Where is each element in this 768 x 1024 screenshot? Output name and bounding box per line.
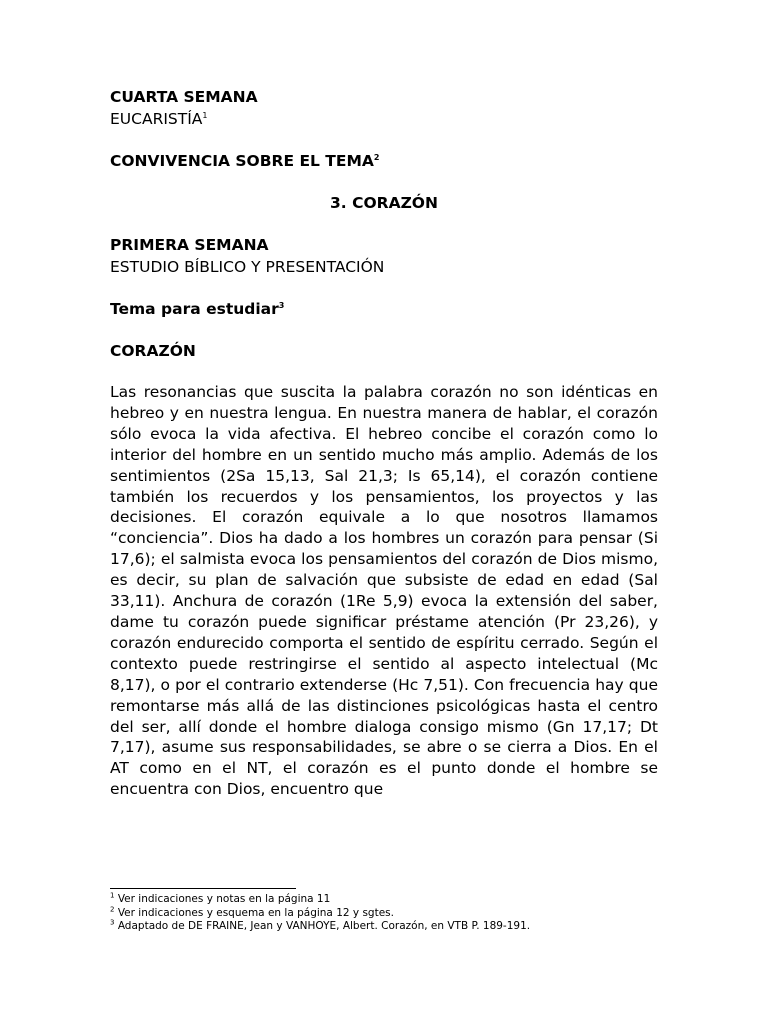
first-week-subtitle: ESTUDIO BÍBLICO Y PRESENTACIÓN <box>110 258 385 276</box>
first-week-heading: PRIMERA SEMANA <box>110 236 269 254</box>
footnote-divider <box>110 888 296 889</box>
footnote-ref-1[interactable]: 1 <box>202 110 208 120</box>
study-topic-heading: Tema para estudiar$^3$ <box>110 300 285 318</box>
footnotes-section <box>110 888 658 934</box>
document-page <box>110 86 658 800</box>
convivencia-heading: CONVIVENCIA SOBRE EL TEMA$^2$ <box>110 152 380 170</box>
footnote-ref-2[interactable]: 2 <box>373 152 380 162</box>
week-heading: CUARTA SEMANA <box>110 88 258 106</box>
footnote-3: $^3$ Adaptado de DE FRAINE, Jean y VANHOYE, Albert. Corazón, en VTB P. 189-191. <box>110 918 531 932</box>
section-title: 3. CORAZÓN <box>330 194 438 212</box>
topic-heading: CORAZÓN <box>110 342 196 360</box>
body-paragraph: Las resonancias que suscita la palabra corazón no son idénticas en hebreo y en nuestra lengua. En nuestra manera de hablar, el corazón sólo evoca la vida afectiva. El hebreo concibe el corazón como lo interior del hombre en un sentido mucho más amplio. Además de los sentimientos (2Sa 15,13, Sal 21,3; Is 65,14), el corazón contiene también los recuerdos y los pensamientos, los proyectos y las decisiones. El corazón equivale a lo que nosotros llamamos “conciencia”. Dios ha dado a los hombres un corazón para pensar (Si 17,6); el salmista evoca los pensamientos del corazón de Dios mismo, es decir, su plan de salvación que subsiste de edad en edad (Sal 33,11). Anchura de corazón (1Re 5,9) evoca la extensión del saber, dame tu corazón puede significar préstame atención (Pr 23,26), y corazón endurecido comporta el sentido de espíritu cerrado. Según el contexto puede restringirse el sentido al aspecto intelectual (Mc 8,17), o por el contrario extenderse (Hc 7,51). Con frecuencia hay que remontarse más allá de las distinciones psicológicas hasta el centro del ser, allí donde el hombre dialoga consigo mismo (Gn 17,17; Dt 7,17), asume sus responsabilidades, se abre o se cierra a Dios. En el AT como en el NT, el corazón es el punto donde el hombre se encuentra con Dios, encuentro que <box>110 383 658 799</box>
footnote-1: $^1$ Ver indicaciones y notas en la página 11 <box>110 891 331 905</box>
footnote-ref-3[interactable]: 3 <box>278 300 285 310</box>
subject-line: EUCARISTÍA$^1$ <box>110 110 208 128</box>
footnote-2: $^2$ Ver indicaciones y esquema en la página 12 y sgtes. <box>110 905 394 919</box>
